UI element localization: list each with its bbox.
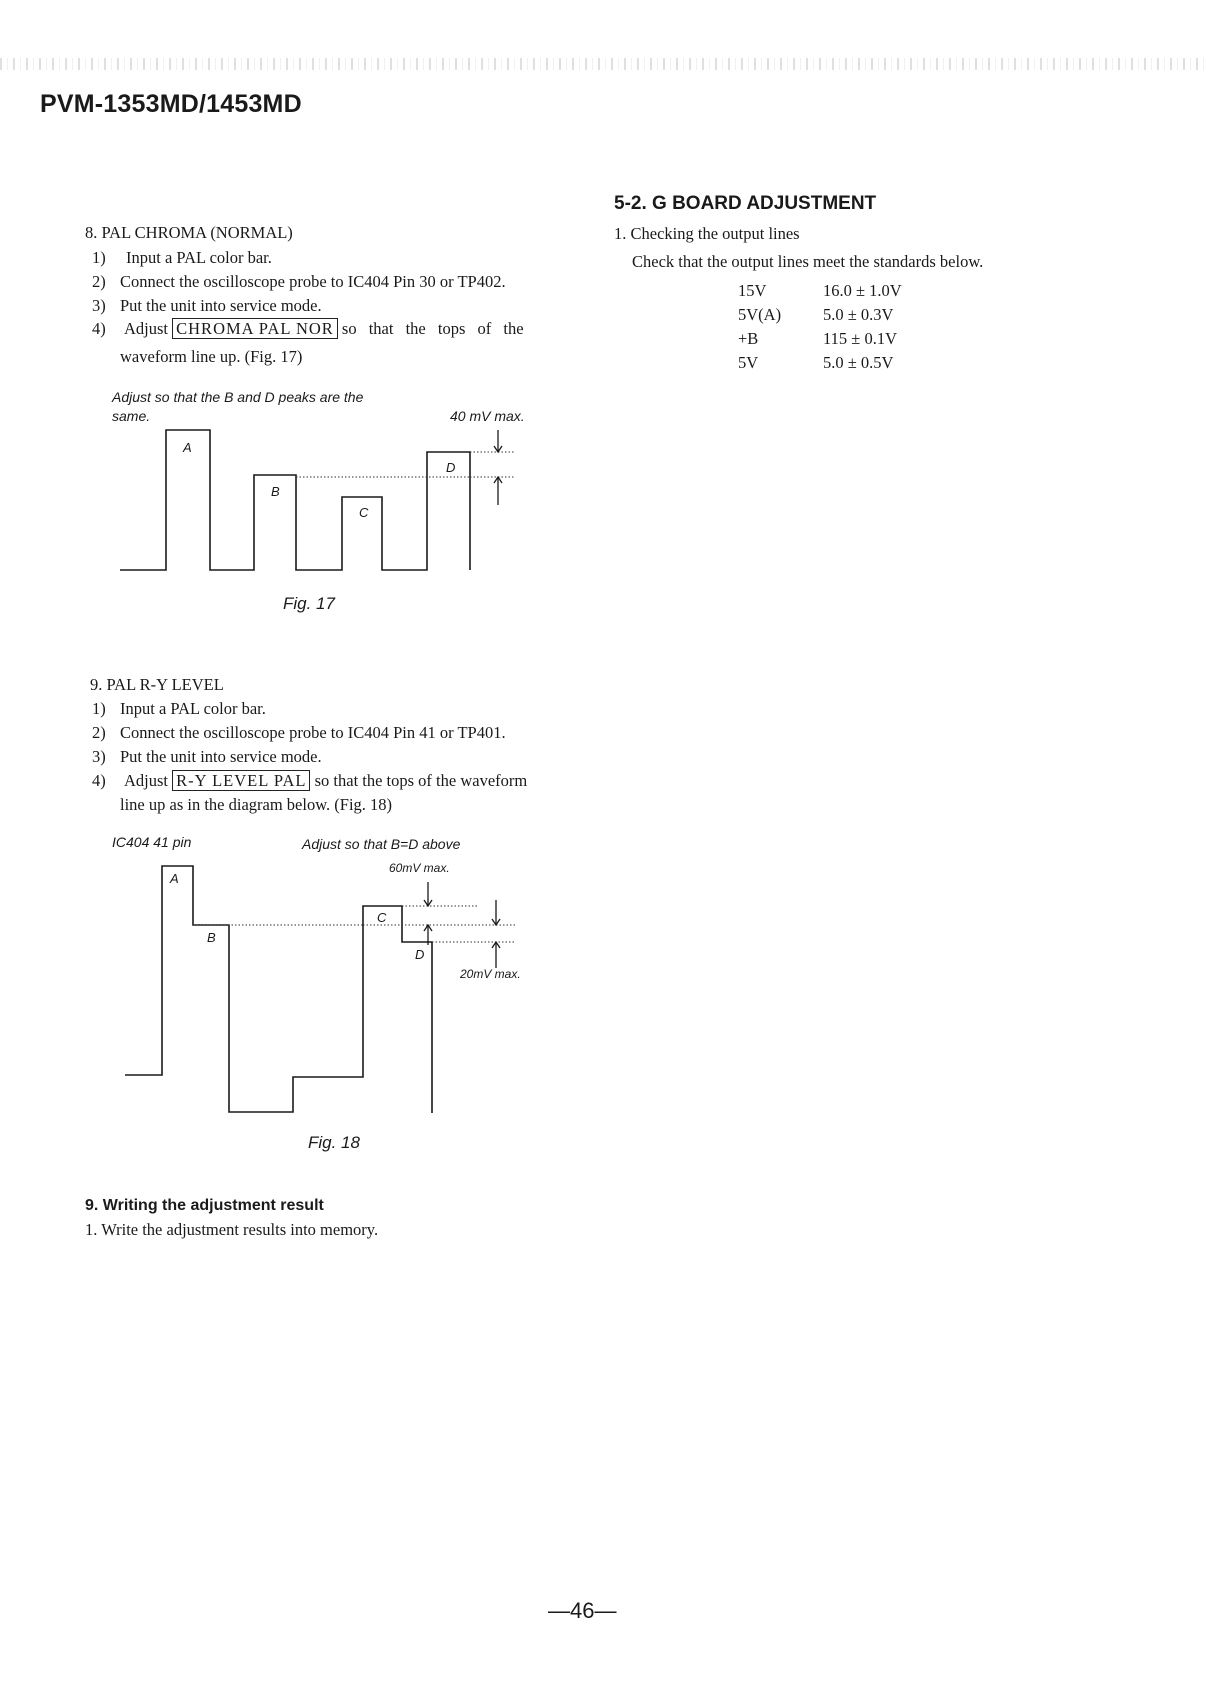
fig17-label-b: B [271, 484, 280, 499]
s8-step1: Input a PAL color bar. [126, 248, 272, 267]
fig17-label-d: D [446, 460, 456, 475]
step-number: 1) [92, 248, 106, 267]
s9-step4-pre: Adjust [124, 771, 169, 790]
checking-output-lines: 1. Checking the output lines [614, 224, 800, 243]
chroma-pal-nor-label: CHROMA PAL NOR [172, 318, 338, 339]
s9-step3: Put the unit into service mode. [120, 747, 322, 766]
fig18-max2: 20mV max. [460, 967, 521, 981]
spec-line: 5V(A) [738, 305, 782, 324]
section-9-title: 9. PAL R-Y LEVEL [90, 675, 224, 694]
s8-step4-post: so that the tops of the [341, 319, 524, 338]
section-8-title: 8. PAL CHROMA (NORMAL) [85, 223, 293, 242]
fig17-note-line1: Adjust so that the B and D peaks are the [112, 389, 364, 405]
fig18-caption: Fig. 18 [308, 1133, 360, 1152]
step-number: 2) [92, 272, 106, 291]
fig18-note: Adjust so that B=D above [302, 836, 461, 852]
fig17-note-line2: same. [112, 408, 151, 424]
ry-level-pal-label: R-Y LEVEL PAL [172, 770, 310, 791]
fig18-trace [125, 866, 432, 1113]
fig18-label-c: C [377, 910, 387, 925]
spec-line: 15V [738, 281, 767, 300]
writing-heading: 9. Writing the adjustment result [85, 1197, 324, 1214]
s8-step2: Connect the oscilloscope probe to IC404 Pin 30 or TP402. [120, 272, 506, 291]
writing-step1: 1. Write the adjustment results into memory. [85, 1220, 379, 1239]
step-number: 3) [92, 296, 106, 315]
step-number: 4) [92, 771, 106, 790]
fig18-pin-label: IC404 41 pin [112, 834, 192, 850]
fig17-caption: Fig. 17 [283, 594, 335, 613]
fig18-max1: 60mV max. [389, 861, 450, 875]
fig17-label-c: C [359, 505, 369, 520]
step-number: 2) [92, 723, 106, 742]
s9-step4-post: so that the tops of the waveform [314, 771, 528, 790]
s8-step4-cont: waveform line up. (Fig. 17) [120, 347, 303, 366]
fig18-label-b: B [207, 930, 216, 945]
spec-value: 5.0 ± 0.3V [823, 305, 894, 324]
spec-value: 5.0 ± 0.5V [823, 353, 894, 372]
fig17-max-label: 40 mV max. [450, 408, 525, 424]
spec-line: +B [738, 329, 759, 348]
step-number: 4) [92, 319, 106, 338]
fig18-label-d: D [415, 947, 425, 962]
spec-value: 16.0 ± 1.0V [823, 281, 902, 300]
step-number: 3) [92, 747, 106, 766]
s9-step1: Input a PAL color bar. [120, 699, 266, 718]
s9-step4-cont: line up as in the diagram below. (Fig. 18) [120, 795, 393, 814]
fig17-label-a: A [183, 440, 192, 455]
spec-line: 5V [738, 353, 759, 372]
s8-step3: Put the unit into service mode. [120, 296, 322, 315]
s9-step2: Connect the oscilloscope probe to IC404 Pin 41 or TP401. [120, 723, 506, 742]
model-heading: PVM-1353MD/1453MD [40, 90, 302, 118]
s8-step4-pre: Adjust [124, 319, 169, 338]
step-number: 1) [92, 699, 106, 718]
page-number: —46— [548, 1598, 617, 1623]
output-lines-description: Check that the output lines meet the standards below. [632, 252, 984, 271]
spec-value: 115 ± 0.1V [823, 329, 897, 348]
fig18-label-a: A [170, 871, 179, 886]
g-board-heading: 5-2. G BOARD ADJUSTMENT [614, 193, 877, 214]
